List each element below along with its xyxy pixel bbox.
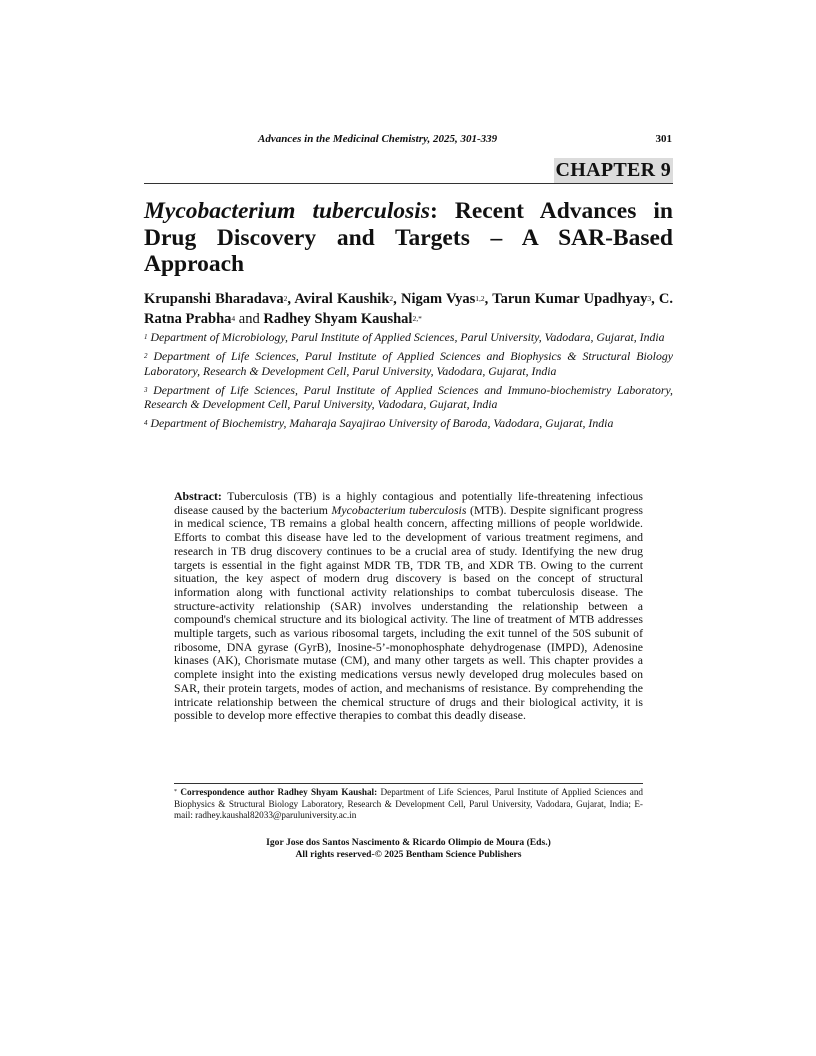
affiliation-number: 3 bbox=[144, 385, 148, 394]
abstract-italic-term: Mycobacterium tuberculosis bbox=[331, 502, 467, 517]
affiliation-number: 1 bbox=[144, 333, 148, 341]
affiliation bbox=[144, 383, 673, 412]
author-affiliation-mark: 1,2 bbox=[475, 294, 485, 303]
affiliation-number: 2 bbox=[144, 352, 148, 360]
journal-name: Advances in the Medicinal Chemistry bbox=[258, 133, 428, 145]
affiliation-text: Department of Microbiology, Parul Institute of Applied Sciences, Parul University, Vadodara, Gujarat, India bbox=[150, 330, 665, 344]
author-separator: , bbox=[287, 291, 295, 307]
author: Krupanshi Bharadava bbox=[144, 291, 284, 307]
chapter-heading-row bbox=[144, 158, 673, 184]
author-affiliation-mark: 2 bbox=[283, 294, 288, 303]
author: Tarun Kumar Upadhyay bbox=[492, 291, 648, 307]
page-number: 301 bbox=[655, 133, 672, 145]
author: Radhey Shyam Kaushal bbox=[263, 310, 413, 327]
abstract-text: (MTB). Despite significant progress in medical science, TB remains a global health concern, affecting millions of people worldwide. Efforts to combat this disease have led to the development of various treatment regimens, and research in TB drug discovery continues to be a crucial area of study. Identifying the new drug targets is essential in the fight against MDR TB, TDR TB, and XDR TB. Owing to the current situation, the key aspect of modern drug discovery is based on the concept of structural information along with functional activity relationships to combat tuberculosis disease. The structure-activity relationship (SAR) involves understanding the relationship between a compound's chemical structure and its biological activity. The line of treatment of MTB addresses multiple targets, such as various ribosomal targets, including the exit tunnel of the 50S subunit of ribosome, DNA gyrase (GyrB), Inosine-5’-monophosphate dehydrogenase (IMPD), Adenosine kinases (AK), Chorismate mutase (CM), and many other targets as well. This chapter provides a complete insight into the existing medications versus newly developed drug molecules based on SAR, their protein targets, modes of action, and mechanisms of resistance. By comprehending the intricate relationship between the chemical structure of drugs and their biological activity, it is possible to develop more effective therapies to combat this deadly disease. bbox=[174, 502, 643, 723]
author-list bbox=[144, 290, 673, 329]
editors-line: Igor Jose dos Santos Nascimento & Ricardo Olimpio de Moura (Eds.) bbox=[266, 837, 551, 848]
author-separator: and bbox=[235, 310, 264, 327]
affiliation bbox=[144, 330, 673, 345]
author-separator: , bbox=[484, 291, 493, 307]
affiliation-text: Department of Biochemistry, Maharaja Sayajirao University of Baroda, Vadodara, Gujarat, India bbox=[150, 416, 614, 430]
author-affiliation-mark: 2,* bbox=[412, 313, 422, 323]
citation-info: , 2025, 301-339 bbox=[427, 133, 498, 145]
chapter-title bbox=[144, 198, 673, 278]
abstract-text: Tuberculosis (TB) is a highly contagious and potentially life-threatening infectious disease caused by the bacterium bbox=[174, 489, 643, 517]
author-affiliation-mark: 4 bbox=[231, 313, 236, 323]
author-affiliation-mark: 2 bbox=[389, 294, 394, 303]
footnote-divider bbox=[174, 783, 643, 784]
correspondence-footnote bbox=[174, 787, 643, 822]
footnote-mark: * bbox=[174, 789, 177, 795]
publisher-footer bbox=[174, 837, 643, 860]
author: Aviral Kaushik bbox=[294, 291, 390, 307]
author: C. Ratna Prabha bbox=[144, 291, 674, 327]
author: Nigam Vyas bbox=[400, 291, 476, 307]
affiliation-text: Department of Life Sciences, Parul Institute of Applied Sciences and Biophysics & Structural Biology Laboratory, Research & Development Cell, Parul University, Vadodara, Gujarat, India bbox=[144, 349, 673, 378]
author-separator: , bbox=[393, 291, 401, 307]
abstract bbox=[174, 490, 643, 723]
abstract-label: Abstract: bbox=[174, 489, 222, 503]
affiliation-number: 4 bbox=[144, 419, 148, 427]
chapter-label: CHAPTER 9 bbox=[555, 159, 671, 181]
correspondence-label: Correspondence author Radhey Shyam Kaushal: bbox=[177, 787, 378, 797]
correspondence-text: Department of Life Sciences, Parul Institute of Applied Sciences and Biophysics & Structural Biology Laboratory, Research & Development Cell, Parul University, Vadodara, Gujarat, India; E-mail: radhey.kaushal82033@paruluniversity.ac.in bbox=[174, 787, 644, 821]
title-italic-part: Mycobacterium tuberculosis bbox=[144, 198, 430, 224]
author-affiliation-mark: 3 bbox=[647, 294, 652, 303]
author-separator: , bbox=[651, 291, 659, 307]
affiliation bbox=[144, 349, 673, 378]
affiliation bbox=[144, 416, 673, 431]
affiliation-text: Department of Life Sciences, Parul Institute of Applied Sciences and Immuno-biochemistry Laboratory, Research & Development Cell, Parul University, Vadodara, Gujarat, India bbox=[144, 382, 673, 411]
rights-line: All rights reserved-© 2025 Bentham Science Publishers bbox=[295, 848, 522, 860]
affiliation-list bbox=[144, 330, 673, 435]
title-rest: : Recent Advances in Drug Discovery and Targets – A SAR-Based Approach bbox=[144, 198, 673, 277]
running-header bbox=[258, 133, 672, 145]
